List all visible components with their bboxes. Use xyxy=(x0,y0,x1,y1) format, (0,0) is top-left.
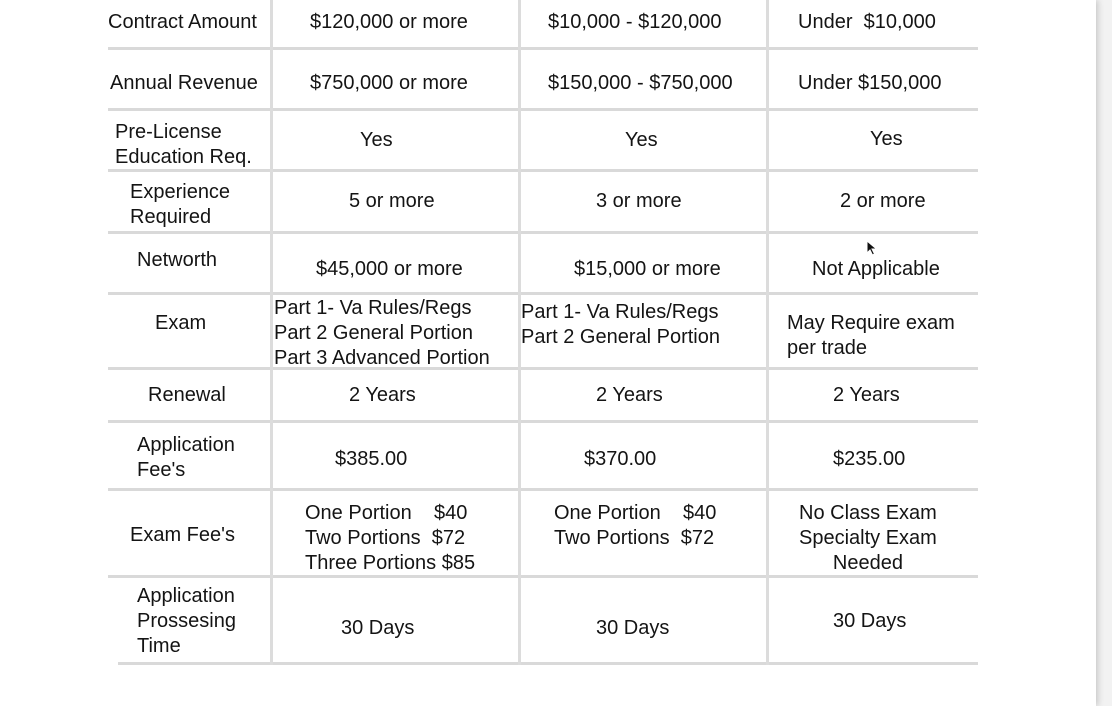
table-cell xyxy=(596,383,663,408)
cell-text-line: $15,000 or more xyxy=(574,258,721,280)
table-cell xyxy=(316,257,463,282)
cell-text-line: Under $10,000 xyxy=(798,11,936,33)
table-cell xyxy=(625,128,658,153)
row-divider xyxy=(108,292,978,295)
cell-text-line: Contract Amount xyxy=(108,11,257,33)
cell-text-line: $45,000 or more xyxy=(316,258,463,280)
row-label xyxy=(148,383,226,408)
cell-text-line: $150,000 - $750,000 xyxy=(548,72,733,94)
cell-text-line: 2 Years xyxy=(349,384,416,406)
cell-text-line: Two Portions $72 xyxy=(305,527,466,549)
cell-text-line: 3 or more xyxy=(596,190,682,212)
row-label xyxy=(115,120,252,170)
table-cell xyxy=(596,616,669,641)
table-cell xyxy=(833,383,900,408)
row-label xyxy=(130,523,235,548)
cell-text-line: Yes xyxy=(360,129,393,151)
cell-text-line: Education Req. xyxy=(115,146,252,168)
table-cell xyxy=(554,501,716,551)
table-cell xyxy=(833,447,905,472)
row-divider xyxy=(108,420,978,423)
cell-text-line: 2 or more xyxy=(840,190,926,212)
cell-text-line: 30 Days xyxy=(833,610,907,632)
table-cell xyxy=(349,189,435,214)
table-cell xyxy=(798,10,936,35)
table-cell xyxy=(305,501,475,576)
cell-text-line: Networth xyxy=(137,249,218,271)
cell-text-line: Experience xyxy=(130,181,231,203)
table-cell xyxy=(870,127,903,152)
row-label xyxy=(137,433,235,483)
cell-text-line: Prossesing xyxy=(137,610,236,632)
row-label xyxy=(137,248,217,273)
cell-text-line: $10,000 - $120,000 xyxy=(548,11,722,33)
row-divider xyxy=(108,47,978,50)
table-cell xyxy=(349,383,416,408)
cell-text-line: $235.00 xyxy=(833,448,906,470)
cell-text-line: 2 Years xyxy=(596,384,663,406)
table-cell xyxy=(335,447,407,472)
row-label xyxy=(137,584,236,659)
table-cell xyxy=(798,71,941,96)
cell-text-line: $750,000 or more xyxy=(310,72,468,94)
table-cell xyxy=(584,447,656,472)
table-cell xyxy=(833,609,906,634)
row-divider xyxy=(118,662,978,665)
row-divider xyxy=(108,367,978,370)
cell-text-line: Part 2 General Portion xyxy=(274,322,473,344)
table-cell xyxy=(548,10,722,35)
row-divider xyxy=(108,488,978,491)
table-cell xyxy=(310,71,468,96)
table-cell xyxy=(596,189,682,214)
cell-text-line: Two Portions $72 xyxy=(554,527,715,549)
cell-text-line: 30 Days xyxy=(596,617,670,639)
cell-text-line: 5 or more xyxy=(349,190,435,212)
table-cell xyxy=(548,71,733,96)
table-cell xyxy=(840,189,926,214)
cell-text-line: Application xyxy=(137,434,235,456)
table-cell xyxy=(521,300,720,350)
cell-text-line: Not Applicable xyxy=(812,258,940,280)
cell-text-line: Time xyxy=(137,635,181,657)
cell-text-line: One Portion $40 xyxy=(554,502,717,524)
cell-text-line: 30 Days xyxy=(341,617,415,639)
row-label xyxy=(108,10,257,35)
row-label xyxy=(155,311,206,336)
column-divider xyxy=(270,0,273,665)
table-cell xyxy=(310,10,468,35)
cell-text-line: Part 1- Va Rules/Regs xyxy=(521,301,719,323)
cell-text-line: Under $150,000 xyxy=(798,72,942,94)
cell-text-line: Needed xyxy=(832,552,903,574)
cell-text-line: per trade xyxy=(787,337,868,359)
cell-text-line: Required xyxy=(130,206,212,228)
cell-text-line: Specialty Exam xyxy=(799,527,937,549)
cell-text-line: Yes xyxy=(625,129,658,151)
cell-text-line: $120,000 or more xyxy=(310,11,468,33)
cell-text-line: Exam Fee's xyxy=(130,524,235,546)
cell-text-line: Part 2 General Portion xyxy=(521,326,720,348)
cell-text-line: Pre-License xyxy=(115,121,222,143)
cell-text-line: Annual Revenue xyxy=(110,72,258,94)
row-divider xyxy=(108,108,978,111)
table-cell xyxy=(341,616,414,641)
row-divider xyxy=(108,231,978,234)
cell-text-line: Fee's xyxy=(137,459,186,481)
cell-text-line: $385.00 xyxy=(335,448,408,470)
cell-text-line: Yes xyxy=(870,128,903,150)
cell-text-line: No Class Exam xyxy=(799,502,937,524)
table-cell xyxy=(787,311,955,361)
column-divider xyxy=(766,0,769,665)
table-cell xyxy=(799,501,937,576)
cell-text-line: One Portion $40 xyxy=(305,502,468,524)
mouse-pointer-icon xyxy=(866,240,878,256)
cell-text-line: Exam xyxy=(155,312,207,334)
cell-text-line: Application xyxy=(137,585,235,607)
cell-text-line: Three Portions $85 xyxy=(305,552,476,574)
cell-text-line: Renewal xyxy=(148,384,226,406)
cell-text-line: 2 Years xyxy=(833,384,900,406)
table-cell xyxy=(274,296,490,371)
table-cell xyxy=(574,257,721,282)
cell-text-line: Part 1- Va Rules/Regs xyxy=(274,297,472,319)
cell-text-line: May Require exam xyxy=(787,312,955,334)
cell-text-line: Part 3 Advanced Portion xyxy=(274,347,490,369)
table-cell xyxy=(812,257,940,282)
table-cell xyxy=(360,128,393,153)
cell-text-line: $370.00 xyxy=(584,448,657,470)
row-label xyxy=(110,71,258,96)
row-label xyxy=(130,180,230,230)
